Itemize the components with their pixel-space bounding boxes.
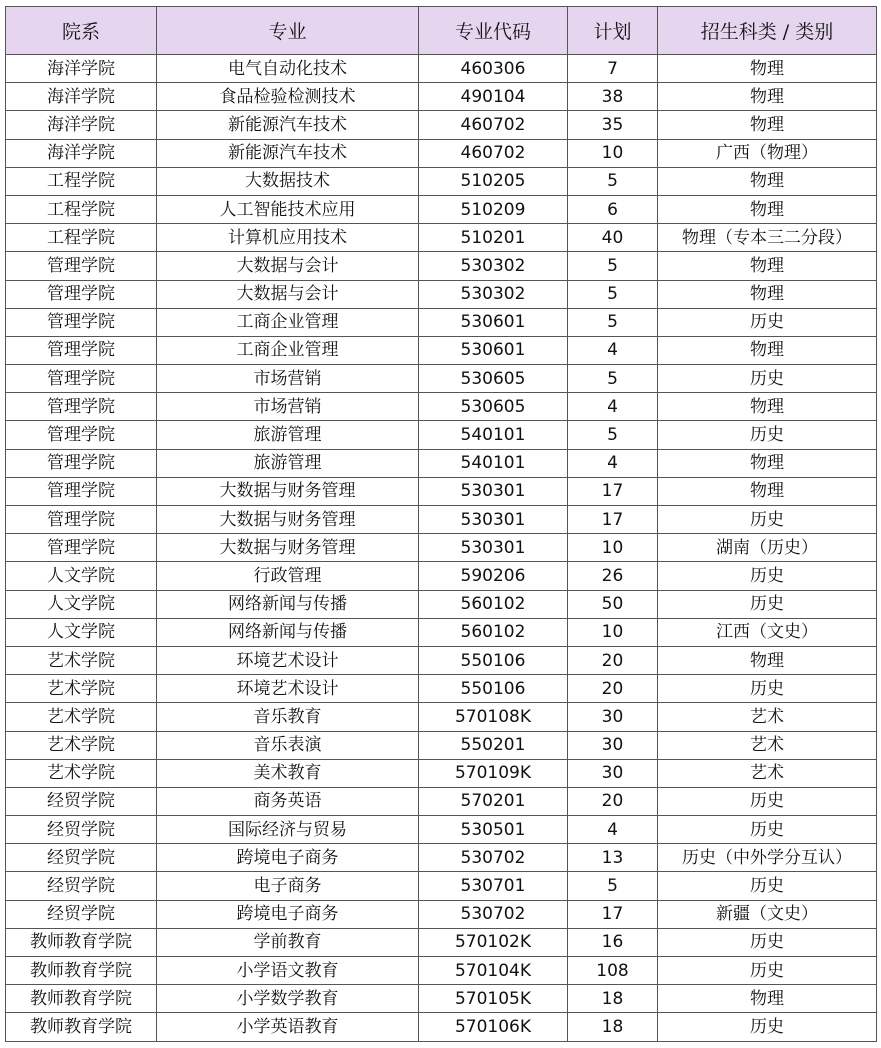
cell-category: 历史	[658, 675, 877, 703]
cell-department: 艺术学院	[6, 731, 157, 759]
cell-category: 物理	[658, 393, 877, 421]
table-row	[6, 731, 877, 759]
cell-major-code: 530701	[419, 872, 568, 900]
cell-plan: 4	[568, 393, 658, 421]
cell-major: 工商企业管理	[157, 308, 419, 336]
table-row	[6, 449, 877, 477]
cell-plan: 18	[568, 1013, 658, 1041]
cell-plan: 5	[568, 252, 658, 280]
table-row	[6, 1013, 877, 1041]
cell-category: 历史	[658, 562, 877, 590]
cell-major: 商务英语	[157, 787, 419, 815]
cell-major: 美术教育	[157, 759, 419, 787]
cell-plan: 35	[568, 111, 658, 139]
cell-major: 大数据技术	[157, 167, 419, 195]
cell-major: 旅游管理	[157, 449, 419, 477]
cell-department: 教师教育学院	[6, 928, 157, 956]
cell-major-code: 530601	[419, 308, 568, 336]
cell-major: 大数据与财务管理	[157, 506, 419, 534]
cell-major-code: 530302	[419, 280, 568, 308]
cell-plan: 10	[568, 534, 658, 562]
enrollment-plan-table	[5, 6, 877, 1042]
cell-department: 管理学院	[6, 477, 157, 505]
cell-major-code: 550201	[419, 731, 568, 759]
table-row	[6, 252, 877, 280]
cell-category: 物理	[658, 55, 877, 83]
cell-major: 电气自动化技术	[157, 55, 419, 83]
cell-major: 大数据与财务管理	[157, 477, 419, 505]
cell-major-code: 560102	[419, 618, 568, 646]
cell-major-code: 540101	[419, 449, 568, 477]
cell-plan: 5	[568, 167, 658, 195]
cell-major: 小学语文教育	[157, 957, 419, 985]
cell-category: 历史	[658, 787, 877, 815]
cell-major: 大数据与会计	[157, 252, 419, 280]
table-row	[6, 900, 877, 928]
cell-major: 音乐表演	[157, 731, 419, 759]
cell-category: 历史	[658, 590, 877, 618]
cell-major-code: 570104K	[419, 957, 568, 985]
cell-major-code: 460702	[419, 111, 568, 139]
cell-department: 艺术学院	[6, 646, 157, 674]
header-row	[6, 7, 877, 55]
cell-category: 物理	[658, 449, 877, 477]
header-plan: 计划	[568, 7, 658, 55]
header-major: 专业	[157, 7, 419, 55]
cell-category: 物理	[658, 167, 877, 195]
cell-plan: 20	[568, 675, 658, 703]
cell-major: 学前教育	[157, 928, 419, 956]
cell-plan: 6	[568, 195, 658, 223]
table-row	[6, 111, 877, 139]
cell-major: 大数据与财务管理	[157, 534, 419, 562]
cell-department: 管理学院	[6, 280, 157, 308]
table-row	[6, 844, 877, 872]
cell-department: 教师教育学院	[6, 985, 157, 1013]
cell-category: 物理	[658, 111, 877, 139]
table-row	[6, 506, 877, 534]
cell-major-code: 560102	[419, 590, 568, 618]
cell-major-code: 460306	[419, 55, 568, 83]
cell-plan: 4	[568, 336, 658, 364]
cell-major: 大数据与会计	[157, 280, 419, 308]
cell-major: 新能源汽车技术	[157, 139, 419, 167]
table-row	[6, 280, 877, 308]
cell-category: 历史	[658, 308, 877, 336]
cell-department: 海洋学院	[6, 139, 157, 167]
cell-major-code: 490104	[419, 83, 568, 111]
table-row	[6, 421, 877, 449]
cell-department: 管理学院	[6, 449, 157, 477]
table-row	[6, 195, 877, 223]
cell-major: 行政管理	[157, 562, 419, 590]
cell-category: 历史	[658, 928, 877, 956]
table-row	[6, 816, 877, 844]
cell-plan: 20	[568, 646, 658, 674]
cell-major: 音乐教育	[157, 703, 419, 731]
cell-major: 旅游管理	[157, 421, 419, 449]
cell-major-code: 570106K	[419, 1013, 568, 1041]
cell-category: 物理	[658, 83, 877, 111]
cell-department: 管理学院	[6, 421, 157, 449]
cell-major: 计算机应用技术	[157, 224, 419, 252]
cell-category: 物理	[658, 646, 877, 674]
cell-plan: 17	[568, 900, 658, 928]
cell-department: 工程学院	[6, 195, 157, 223]
table-row	[6, 928, 877, 956]
cell-department: 工程学院	[6, 167, 157, 195]
cell-major-code: 540101	[419, 421, 568, 449]
cell-major-code: 530601	[419, 336, 568, 364]
cell-category: 艺术	[658, 703, 877, 731]
cell-major-code: 460702	[419, 139, 568, 167]
table-row	[6, 365, 877, 393]
cell-plan: 7	[568, 55, 658, 83]
cell-department: 管理学院	[6, 308, 157, 336]
cell-department: 海洋学院	[6, 83, 157, 111]
cell-department: 管理学院	[6, 534, 157, 562]
cell-department: 管理学院	[6, 336, 157, 364]
cell-department: 人文学院	[6, 590, 157, 618]
cell-plan: 5	[568, 872, 658, 900]
cell-department: 经贸学院	[6, 900, 157, 928]
table-row	[6, 83, 877, 111]
cell-major-code: 510209	[419, 195, 568, 223]
cell-major-code: 570102K	[419, 928, 568, 956]
cell-plan: 5	[568, 280, 658, 308]
table-row	[6, 590, 877, 618]
cell-category: 历史	[658, 816, 877, 844]
cell-major-code: 550106	[419, 646, 568, 674]
table-row	[6, 618, 877, 646]
cell-major-code: 530702	[419, 900, 568, 928]
cell-major-code: 530702	[419, 844, 568, 872]
cell-major-code: 550106	[419, 675, 568, 703]
cell-department: 经贸学院	[6, 816, 157, 844]
cell-major: 市场营销	[157, 393, 419, 421]
table-row	[6, 167, 877, 195]
table-row	[6, 562, 877, 590]
table-row	[6, 224, 877, 252]
header-major-code: 专业代码	[419, 7, 568, 55]
table-row	[6, 787, 877, 815]
cell-major-code: 570108K	[419, 703, 568, 731]
cell-major-code: 530605	[419, 365, 568, 393]
cell-major-code: 570105K	[419, 985, 568, 1013]
cell-department: 海洋学院	[6, 111, 157, 139]
cell-plan: 30	[568, 731, 658, 759]
cell-plan: 30	[568, 759, 658, 787]
cell-major-code: 530605	[419, 393, 568, 421]
cell-department: 艺术学院	[6, 703, 157, 731]
table-row	[6, 139, 877, 167]
cell-plan: 10	[568, 139, 658, 167]
cell-category: 物理	[658, 195, 877, 223]
cell-major: 网络新闻与传播	[157, 590, 419, 618]
cell-major: 食品检验检测技术	[157, 83, 419, 111]
cell-major-code: 530301	[419, 477, 568, 505]
cell-category: 历史	[658, 506, 877, 534]
cell-department: 教师教育学院	[6, 957, 157, 985]
cell-plan: 20	[568, 787, 658, 815]
table-row	[6, 759, 877, 787]
cell-category: 新疆（文史）	[658, 900, 877, 928]
cell-category: 物理	[658, 336, 877, 364]
cell-plan: 13	[568, 844, 658, 872]
cell-category: 物理	[658, 477, 877, 505]
cell-category: 广西（物理）	[658, 139, 877, 167]
cell-department: 经贸学院	[6, 844, 157, 872]
cell-major: 跨境电子商务	[157, 900, 419, 928]
cell-department: 艺术学院	[6, 759, 157, 787]
cell-major-code: 510201	[419, 224, 568, 252]
cell-department: 管理学院	[6, 393, 157, 421]
cell-category: 历史	[658, 872, 877, 900]
cell-category: 物理	[658, 280, 877, 308]
table-row	[6, 703, 877, 731]
cell-major: 新能源汽车技术	[157, 111, 419, 139]
cell-plan: 108	[568, 957, 658, 985]
cell-department: 管理学院	[6, 252, 157, 280]
cell-plan: 40	[568, 224, 658, 252]
table-row	[6, 336, 877, 364]
cell-major: 工商企业管理	[157, 336, 419, 364]
cell-plan: 38	[568, 83, 658, 111]
table-row	[6, 55, 877, 83]
cell-plan: 4	[568, 816, 658, 844]
cell-category: 历史	[658, 957, 877, 985]
cell-department: 经贸学院	[6, 787, 157, 815]
cell-category: 物理	[658, 252, 877, 280]
table-row	[6, 308, 877, 336]
cell-major-code: 530301	[419, 534, 568, 562]
cell-plan: 18	[568, 985, 658, 1013]
table-row	[6, 393, 877, 421]
cell-category: 历史（中外学分互认）	[658, 844, 877, 872]
cell-major: 小学英语教育	[157, 1013, 419, 1041]
cell-plan: 4	[568, 449, 658, 477]
table-body	[6, 55, 877, 1042]
cell-major: 市场营销	[157, 365, 419, 393]
cell-category: 艺术	[658, 759, 877, 787]
cell-major-code: 530501	[419, 816, 568, 844]
cell-major-code: 530302	[419, 252, 568, 280]
cell-major-code: 530301	[419, 506, 568, 534]
cell-major: 跨境电子商务	[157, 844, 419, 872]
cell-category: 湖南（历史）	[658, 534, 877, 562]
table-row	[6, 477, 877, 505]
table-header	[6, 7, 877, 55]
cell-department: 工程学院	[6, 224, 157, 252]
cell-major: 环境艺术设计	[157, 646, 419, 674]
table-row	[6, 872, 877, 900]
cell-major: 电子商务	[157, 872, 419, 900]
cell-plan: 17	[568, 477, 658, 505]
cell-plan: 5	[568, 421, 658, 449]
cell-category: 历史	[658, 365, 877, 393]
cell-department: 管理学院	[6, 506, 157, 534]
cell-plan: 26	[568, 562, 658, 590]
cell-category: 艺术	[658, 731, 877, 759]
cell-plan: 10	[568, 618, 658, 646]
cell-major-code: 570201	[419, 787, 568, 815]
cell-major: 国际经济与贸易	[157, 816, 419, 844]
cell-department: 海洋学院	[6, 55, 157, 83]
table-row	[6, 534, 877, 562]
cell-category: 江西（文史）	[658, 618, 877, 646]
cell-plan: 5	[568, 365, 658, 393]
cell-plan: 30	[568, 703, 658, 731]
cell-department: 人文学院	[6, 562, 157, 590]
cell-major-code: 510205	[419, 167, 568, 195]
cell-plan: 5	[568, 308, 658, 336]
cell-major: 网络新闻与传播	[157, 618, 419, 646]
table-row	[6, 957, 877, 985]
table-row	[6, 646, 877, 674]
cell-category: 历史	[658, 1013, 877, 1041]
cell-department: 经贸学院	[6, 872, 157, 900]
cell-category: 物理	[658, 985, 877, 1013]
cell-department: 管理学院	[6, 365, 157, 393]
cell-plan: 17	[568, 506, 658, 534]
cell-major: 环境艺术设计	[157, 675, 419, 703]
header-department: 院系	[6, 7, 157, 55]
table-row	[6, 675, 877, 703]
cell-major: 小学数学教育	[157, 985, 419, 1013]
cell-department: 教师教育学院	[6, 1013, 157, 1041]
header-category: 招生科类 / 类别	[658, 7, 877, 55]
cell-major: 人工智能技术应用	[157, 195, 419, 223]
cell-plan: 50	[568, 590, 658, 618]
cell-plan: 16	[568, 928, 658, 956]
cell-category: 物理（专本三二分段）	[658, 224, 877, 252]
cell-major-code: 590206	[419, 562, 568, 590]
cell-department: 艺术学院	[6, 675, 157, 703]
cell-category: 历史	[658, 421, 877, 449]
cell-department: 人文学院	[6, 618, 157, 646]
table-row	[6, 985, 877, 1013]
cell-major-code: 570109K	[419, 759, 568, 787]
